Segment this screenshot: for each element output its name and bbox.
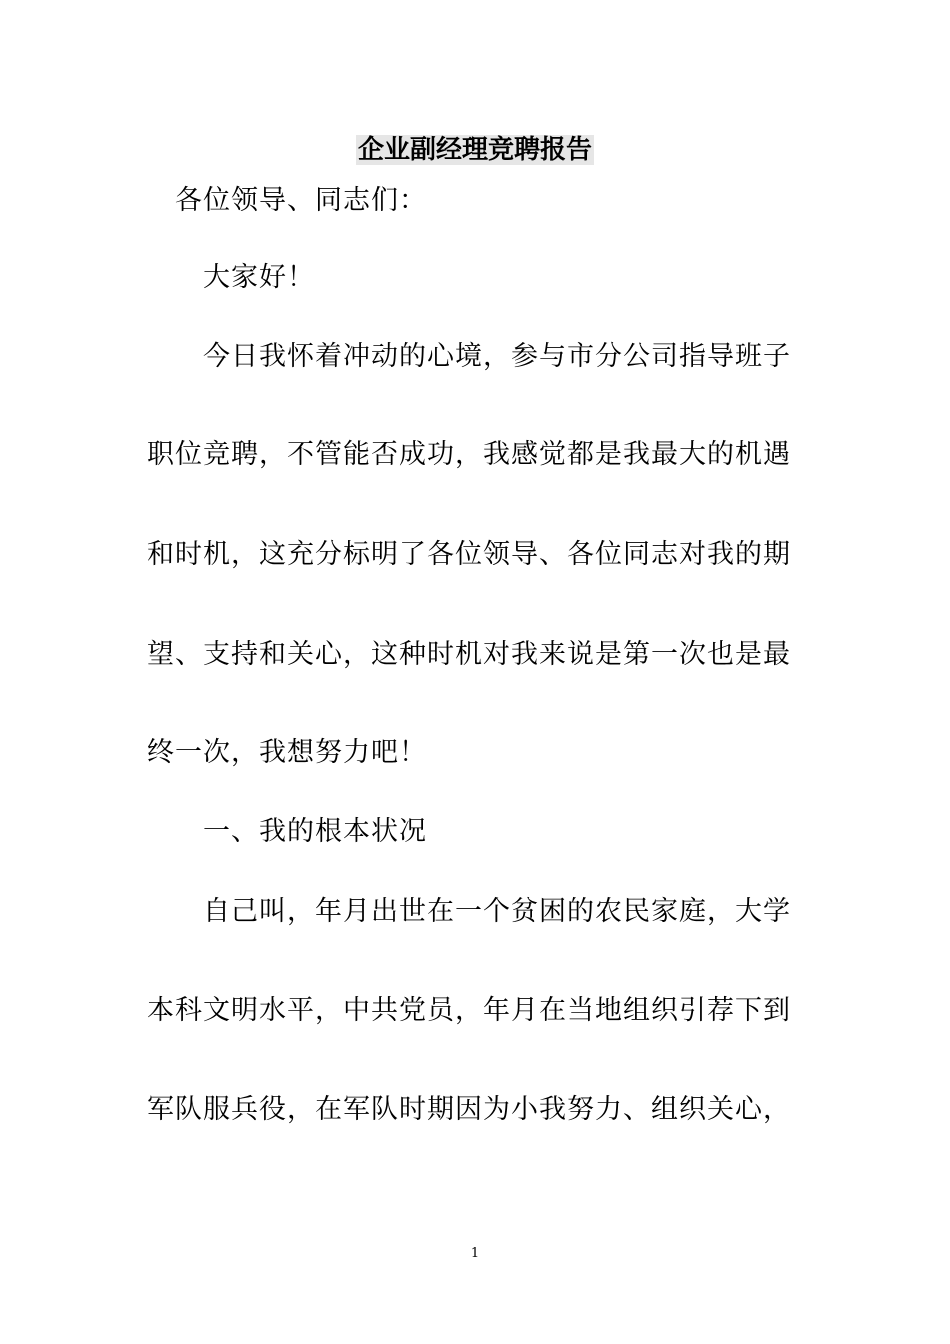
paragraph-line: 自己叫，年月出世在一个贫困的农民家庭，大学 [203, 896, 791, 927]
paragraph-line: 终一次，我想努力吧！ [147, 737, 427, 768]
paragraph-line: 军队服兵役，在军队时期因为小我努力、组织关心， [147, 1094, 791, 1125]
paragraph-line: 今日我怀着冲动的心境，参与市分公司指导班子 [203, 341, 791, 372]
paragraph-line: 和时机，这充分标明了各位领导、各位同志对我的期 [147, 539, 791, 570]
paragraph-line: 职位竞聘，不管能否成功，我感觉都是我最大的机遇 [147, 439, 791, 470]
greeting: 大家好！ [203, 262, 315, 293]
salutation: 各位领导、同志们： [175, 185, 427, 216]
paragraph-line: 本科文明水平，中共党员，年月在当地组织引荐下到 [147, 995, 791, 1026]
document-title-text: 企业副经理竞聘报告 [357, 135, 592, 165]
paragraph-line: 望、支持和关心，这种时机对我来说是第一次也是最 [147, 639, 791, 670]
section-heading: 一、我的根本状况 [203, 816, 427, 847]
page-number: 1 [470, 1246, 480, 1261]
document-title [0, 130, 950, 170]
